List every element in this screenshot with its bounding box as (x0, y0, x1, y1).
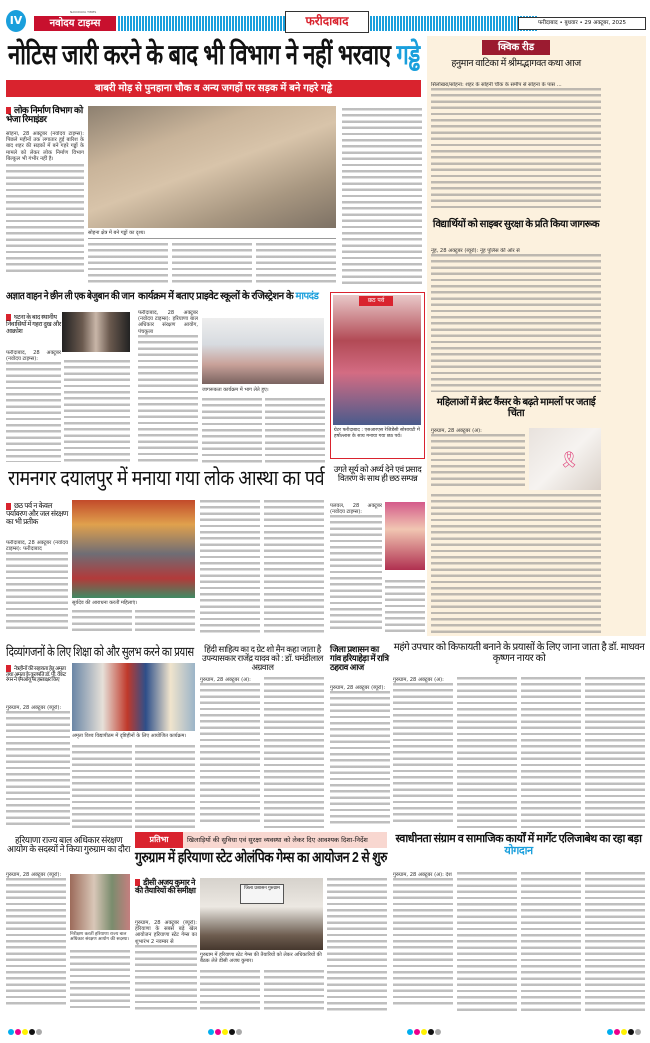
ramnagar-body-col2 (72, 610, 132, 635)
chhath-end-photo (385, 502, 425, 570)
city-tab: फरीदाबाद (285, 11, 369, 33)
lead-body-col1: सोहना, 28 अक्टूबर (नवोदय टाइम्स): पिछले महीनों तक लगातार हुई बारिश के बाद शहर की सड़कों में बने गहरे गड्ढों के मामले को लेकर लोक निर्माण विभाग बिल्कुल भी गंभीर नहीं है। (6, 131, 84, 286)
lead-body-col3 (172, 243, 252, 285)
jila-headline: जिला प्रशासन का गांव हरियाहेड़ा में रात्रि ठहराव आज (330, 644, 389, 672)
ramnagar-subhead: छठ पर्व न केवल पर्यावरण और जल संरक्षण का भी प्रतीक (6, 501, 68, 526)
nair-headline: महंगे उपचार को किफायती बनाने के प्रयासों के लिए जाना जाता है डॉ. माधवन कृष्णन नायर को (393, 642, 645, 664)
nair-body-col2 (457, 677, 517, 830)
olympic-meeting-photo (200, 878, 323, 950)
pink-ribbon-icon: 🎗 (559, 450, 580, 469)
lead-banner: बाबरी मोड़ से पुनहाना चौक व अन्य जगहों पर सड़क में बने गहरे गड्ढे (6, 80, 421, 97)
margaret-headline (392, 834, 645, 857)
schools-headline (138, 292, 326, 303)
lead-photo-potholes (88, 106, 336, 228)
lead-headline-accent: गड्ढे (396, 39, 420, 70)
margaret-body-col1: गुरुग्राम, 28 अक्टूबर (अ): देश (393, 872, 453, 1012)
quick-read-column (427, 36, 646, 636)
color-bar-3 (407, 1020, 442, 1032)
olympic-board: जिला प्रशासन गुरुग्राम (240, 884, 284, 904)
ramnagar-body-col3 (135, 610, 195, 635)
dateline-box: फरीदाबाद • बुधवार • 29 अक्टूबर, 2025 (518, 17, 646, 30)
ramnagar-body-col5 (264, 500, 324, 635)
schools-headline-accent: मापदंड (295, 291, 319, 302)
balaayog-photo-caption: निरीक्षण करतीं हरियाणा राज्य बाल अधिकार संरक्षण आयोग की सदस्या। (70, 932, 130, 942)
nair-body-col4 (585, 677, 645, 830)
balaayog-body-col1: गुरुग्राम, 28 अक्टूबर (ब्यूरो): (6, 872, 66, 1012)
divyang-photo-caption: अमृता विश्व विद्यापीठम में दृष्टिहीनों के लिए आयोजित कार्यक्रम। (72, 733, 187, 739)
animal-headline: अज्ञात वाहन ने छीन ली एक बेजुबान की जान (6, 291, 135, 302)
animal-body-col1: फरीदाबाद, 28 अक्टूबर (नवोदय टाइम्स): (6, 350, 61, 465)
margaret-headline-text: स्वाधीनता संग्राम व सामाजिक कार्यों में मार्गेट एलिजाबेथ का रहा बड़ा (395, 833, 642, 845)
chhath-end-headline: उगते सूर्य को अर्घ्य देने एवं प्रसाद वितरण के साथ ही छठ सम्पन्न (333, 464, 422, 483)
olympic-headline: गुरुग्राम में हरियाणा स्टेट ओलंपिक गेम्स का आयोजन 2 से शुरु (135, 850, 387, 866)
balaayog-photo (70, 874, 130, 930)
color-bar-1 (8, 1020, 43, 1032)
chhath-end-body-col2 (385, 580, 425, 633)
divyang-body-col2 (72, 745, 132, 830)
quick-read-body-3b (431, 494, 601, 634)
olympic-photo-caption: गुरुग्राम में हरियाणा स्टेट गेम्स की तैयारियों को लेकर अधिकारियों की बैठक लेते डीसी अजय कुमार। (200, 952, 322, 964)
brand-logo: नवोदय टाइम्स (34, 16, 116, 31)
divyang-body-col3 (135, 745, 195, 830)
chhath-end-body-col1: पलवल, 28 अक्टूबर (नवोदय टाइम्स): (330, 503, 382, 633)
margaret-body-col4 (585, 872, 645, 1012)
margaret-body-col3 (521, 872, 581, 1012)
lead-body-col4 (256, 243, 336, 285)
olympic-subhead: डीसी अजय कुमार ने की तैयारियों की समीक्षा (135, 878, 196, 896)
jila-body: गुरुग्राम, 28 अक्टूबर (ब्यूरो): (330, 685, 390, 830)
quick-read-label: क्विक रीड (482, 40, 550, 55)
chhath-photo-box (330, 292, 425, 459)
olympic-kicker: खिलाड़ियों की सुविधा एवं सुरक्षा व्यवस्था को लेकर दिए आवश्यक दिशा-निर्देश (187, 836, 368, 844)
nair-body-col3 (521, 677, 581, 830)
edition-badge: IV (6, 10, 26, 32)
quick-read-title-3: महिलाओं में ब्रेस्ट कैंसर के बढ़ते मामलों पर जताई चिंता (436, 397, 596, 419)
olympic-body-col4 (327, 878, 387, 1012)
schools-headline-text: कार्यक्रम में बताए प्राइवेट स्कूलों के रजिस्ट्रेशन के (138, 291, 296, 302)
chhath-couple-photo (333, 295, 421, 425)
schools-body-col3 (265, 398, 325, 465)
chhath-label: छठ पर्व (359, 296, 393, 306)
divider (88, 238, 336, 239)
color-bar-2 (208, 1020, 243, 1032)
breast-cancer-ribbon-photo (529, 428, 601, 490)
hindi-body-col1: गुरुग्राम, 28 अक्टूबर (अ): (200, 677, 260, 830)
chhath-photo-caption: ग्रेटर फरीदाबाद : एसआरएस रेजिडेंसी सोसायटी में हर्षोल्लास के साथ मनाया गया छठ पर्व। (334, 428, 420, 439)
ramnagar-headline: रामनगर दयालपुर में मनाया गया लोक आस्था का पर्व (8, 467, 325, 490)
quick-read-title-2: विद्यार्थियों को साइबर सुरक्षा के प्रति किया जागरूक (432, 219, 600, 230)
hindi-headline: हिंदी साहित्य का द ग्रेट शो मैन कहा जाता है उपन्यासकार राजेंद्र यादव को : डॉ. घमंडीलाल अग्रवाल (202, 644, 323, 672)
masthead (0, 8, 650, 34)
quick-read-body-1: सिलोखरा/सोहना: शहर के सोहनी चौक के समीप से सोहना के पास ... (431, 82, 601, 216)
ramnagar-body-col4 (200, 500, 260, 635)
color-bar-4 (607, 1020, 642, 1032)
lead-body-col5 (342, 108, 422, 286)
ramnagar-photo-caption: सूर्यदेव की आराधना करतीं महिलाएं। (72, 600, 138, 606)
brand-small: NAVODAYA TIMES (70, 10, 97, 14)
lead-subhead: लोक निर्माण विभाग को भेजा रिमाइंडर (6, 105, 83, 125)
schools-body-col2 (202, 398, 262, 465)
lead-photo-caption: सोहना क्षेत्र में बने गड्ढों का दृश्य। (88, 230, 146, 236)
registration-marks (0, 1020, 650, 1032)
animal-body-col2 (64, 360, 130, 465)
olympic-body-col3 (264, 970, 324, 1012)
divyang-photo (72, 663, 195, 731)
schools-body-col1: फरीदाबाद, 28 अक्टूबर (नवोदय टाइम्स): हरियाणा बाल अधिकार संरक्षण आयोग, पंचकूला (138, 310, 198, 465)
animal-feet-photo (62, 312, 130, 352)
divyang-body-col1: गुरुग्राम, 28 अक्टूबर (ब्यूरो): (6, 705, 70, 830)
olympic-body-col1: गुरुग्राम, 28 अक्टूबर (ब्यूरो): हरियाणा के सबसे बड़े खेल आयोजन हरियाणा स्टेट गेम्स का शुभारंभ 2 नवम्बर से (135, 920, 197, 1012)
ramnagar-photo (72, 500, 195, 598)
balaayog-headline: हरियाणा राज्य बाल अधिकार संरक्षण आयोग के सदस्यों ने किया गुरुग्राम का दौरा (6, 835, 131, 855)
olympic-body-col2 (200, 970, 260, 1012)
lead-headline (8, 40, 420, 69)
nair-body-col1: गुरुग्राम, 28 अक्टूबर (अ): (393, 677, 453, 830)
lead-body-col2 (88, 243, 168, 285)
pratibha-tag: प्रतिभा (135, 832, 183, 848)
hindi-body-col2 (264, 677, 324, 830)
animal-subhead: घटना के बाद स्थानीय निवासियों में गहरा दुख और आक्रोश (6, 314, 61, 335)
balaayog-body-col2 (70, 950, 130, 1012)
margaret-body-col2 (457, 872, 517, 1012)
quick-read-title-1: हनुमान वाटिका में श्रीमद्भागवत कथा आज (451, 58, 581, 69)
lead-headline-text: नोटिस जारी करने के बाद भी विभाग ने नहीं भरवाए (8, 39, 397, 70)
quick-read-body-3a: गुरुग्राम, 28 अक्टूबर (अ): (431, 428, 525, 490)
olympic-kicker-bar (135, 832, 387, 848)
ramnagar-body-col1: फरीदाबाद, 28 अक्टूबर (नवोदय टाइम्स): फरीदाबाद (6, 540, 68, 633)
divyang-subhead: नेत्रहीनों की सहायता हेतु अमृता तथा अमृता के कुलपति डॉ. पी. वेंकट रंगन ने एमओयू पर हस्ताक्षर किए (6, 665, 66, 684)
divyang-headline: दिव्यांगजनों के लिए शिक्षा को और सुलभ करने का प्रयास (6, 644, 194, 659)
quick-read-body-2: नूंह, 28 अक्टूबर (ब्यूरो): नूंह पुलिस की ओर से (431, 248, 601, 396)
margaret-headline-accent: योगदान (504, 844, 533, 857)
schools-photo-caption: जागरूकता कार्यक्रम में भाग लेते हुए। (202, 387, 269, 393)
schools-photo (202, 318, 324, 384)
